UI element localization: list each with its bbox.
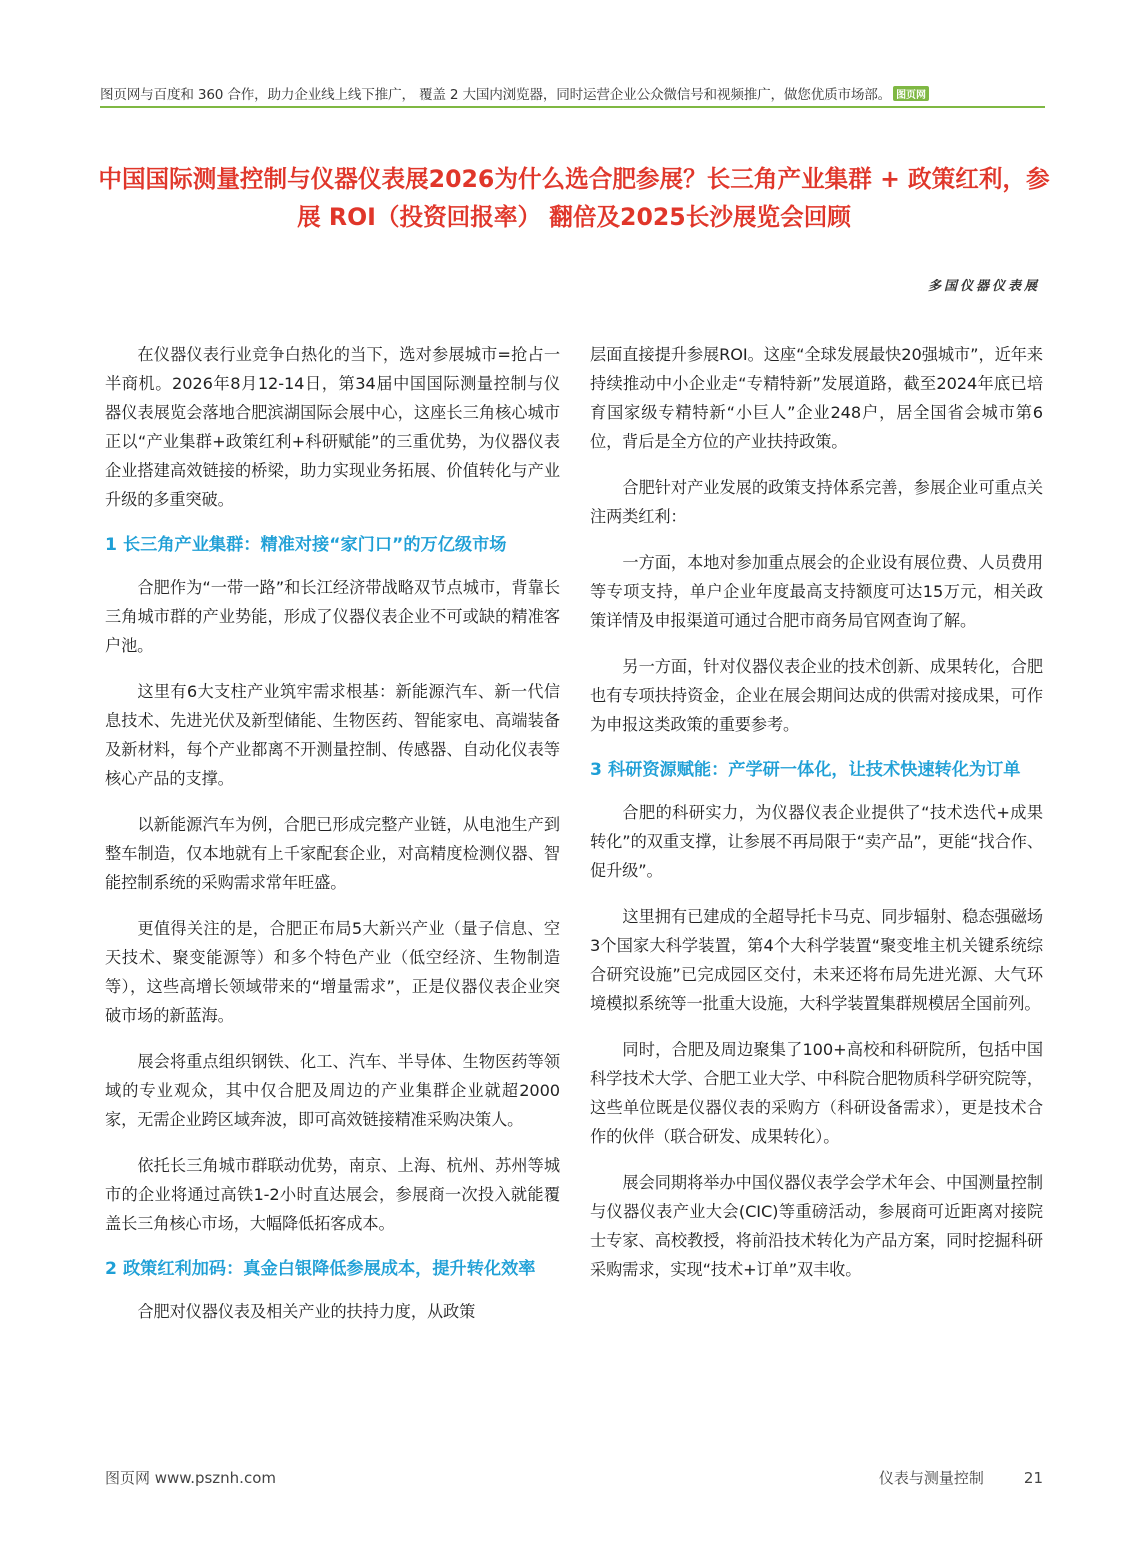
left-column — [105, 340, 560, 1343]
banner-text: 图页网与百度和 360 合作，助力企业线上线下推广， 覆盖 2 大国内浏览器，同时运营企业公众微信号和视频推广，做您优质市场部。 — [100, 87, 892, 103]
paragraph: 合肥针对产业发展的政策支持体系完善，参展企业可重点关注两类红利： — [590, 478, 1043, 526]
paragraph: 合肥作为“一带一路”和长江经济带战略双节点城市，背靠长三角城市群的产业势能，形成了仪器仪表企业不可或缺的精准客户池。 — [105, 578, 560, 655]
paragraph: 展会将重点组织钢铁、化工、汽车、半导体、生物医药等领域的专业观众，其中仅合肥及周边的产业集群企业就超2000家，无需企业跨区域奔波，即可高效链接精准采购决策人。 — [105, 1052, 560, 1129]
paragraph: 依托长三角城市群联动优势，南京、上海、杭州、苏州等城市的企业将通过高铁1-2小时直达展会，参展商一次投入就能覆盖长三角核心市场，大幅降低拓客成本。 — [105, 1156, 560, 1233]
paragraph: 一方面，本地对参加重点展会的企业设有展位费、人员费用等专项支持，单户企业年度最高支持额度可达15万元，相关政策详情及申报渠道可通过合肥市商务局官网查询了解。 — [590, 553, 1043, 630]
paragraph: 这里有6大支柱产业筑牢需求根基：新能源汽车、新一代信息技术、先进光伏及新型储能、生物医药、智能家电、高端装备及新材料，每个产业都离不开测量控制、传感器、自动化仪表等核心产品的支撑。 — [105, 682, 560, 788]
footer-magazine-name: 仪表与测量控制 — [878, 1469, 984, 1487]
page-number: 21 — [1023, 1469, 1043, 1487]
footer-right — [879, 1467, 1043, 1488]
section-heading-2: 2 政策红利加码：真金白银降低参展成本，提升转化效率 — [105, 1259, 536, 1279]
footer-site: 图页网 www.psznh.com — [105, 1469, 276, 1487]
paragraph: 在仪器仪表行业竞争白热化的当下，选对参展城市=抢占一半商机。2026年8月12-14日，第34届中国国际测量控制与仪器仪表展览会落地合肥滨湖国际会展中心，这座长三角核心城市正以“产业集群+政策红利+科研赋能”的三重优势，为仪器仪表企业搭建高效链接的桥梁，助力实现业务拓展、价值转化与产业升级的多重突破。 — [105, 345, 560, 509]
banner-logo: 图页网 — [893, 86, 929, 101]
section-heading-1: 1 长三角产业集群：精准对接“家门口”的万亿级市场 — [105, 535, 507, 555]
paragraph: 另一方面，针对仪器仪表企业的技术创新、成果转化，合肥也有专项扶持资金，企业在展会期间达成的供需对接成果，可作为申报这类政策的重要参考。 — [590, 657, 1043, 734]
top-banner — [100, 80, 1045, 108]
paragraph: 合肥对仪器仪表及相关产业的扶持力度，从政策 — [137, 1302, 476, 1321]
paragraph: 这里拥有已建成的全超导托卡马克、同步辐射、稳态强磁场3个国家大科学装置，第4个大科学装置“聚变堆主机关键系统综合研究设施”已完成园区交付，未来还将布局先进光源、大气环境模拟系统等一批重大设施，大科学装置集群规模居全国前列。 — [590, 907, 1043, 1013]
paragraph: 合肥的科研实力，为仪器仪表企业提供了“技术迭代+成果转化”的双重支撑，让参展不再局限于“卖产品”，更能“找合作、促升级”。 — [590, 803, 1043, 880]
article-title: 中国国际测量控制与仪器仪表展2026为什么选合肥参展？长三角产业集群 + 政策红利，参展 ROI（投资回报率） 翻倍及2025长沙展览会回顾 — [98, 165, 1050, 231]
paragraph: 更值得关注的是，合肥正布局5大新兴产业（量子信息、空天技术、聚变能源等）和多个特色产业（低空经济、生物制造等），这些高增长领域带来的“增量需求”，正是仪器仪表企业突破市场的新蓝海。 — [105, 919, 560, 1025]
section-heading-3: 3 科研资源赋能：产学研一体化，让技术快速转化为订单 — [590, 760, 1021, 780]
byline: 多国仪器仪表展 — [927, 279, 1040, 294]
paragraph-continued: 层面直接提升参展ROI。这座“全球发展最快20强城市”，近年来持续推动中小企业走“专精特新”发展道路，截至2024年底已培育国家级专精特新“小巨人”企业248户，居全国省会城市第6位，背后是全方位的产业扶持政策。 — [590, 345, 1043, 451]
right-column — [590, 340, 1043, 1301]
paragraph: 展会同期将举办中国仪器仪表学会学术年会、中国测量控制与仪器仪表产业大会(CIC)等重磅活动，参展商可近距离对接院士专家、高校教授，将前沿技术转化为产品方案，同时挖掘科研采购需求，实现“技术+订单”双丰收。 — [590, 1173, 1043, 1279]
paragraph: 同时，合肥及周边聚集了100+高校和科研院所，包括中国科学技术大学、合肥工业大学、中科院合肥物质科学研究院等，这些单位既是仪器仪表的采购方（科研设备需求），更是技术合作的伙伴（联合研发、成果转化）。 — [590, 1040, 1043, 1146]
paragraph: 以新能源汽车为例，合肥已形成完整产业链，从电池生产到整车制造，仅本地就有上千家配套企业，对高精度检测仪器、智能控制系统的采购需求常年旺盛。 — [105, 815, 560, 892]
